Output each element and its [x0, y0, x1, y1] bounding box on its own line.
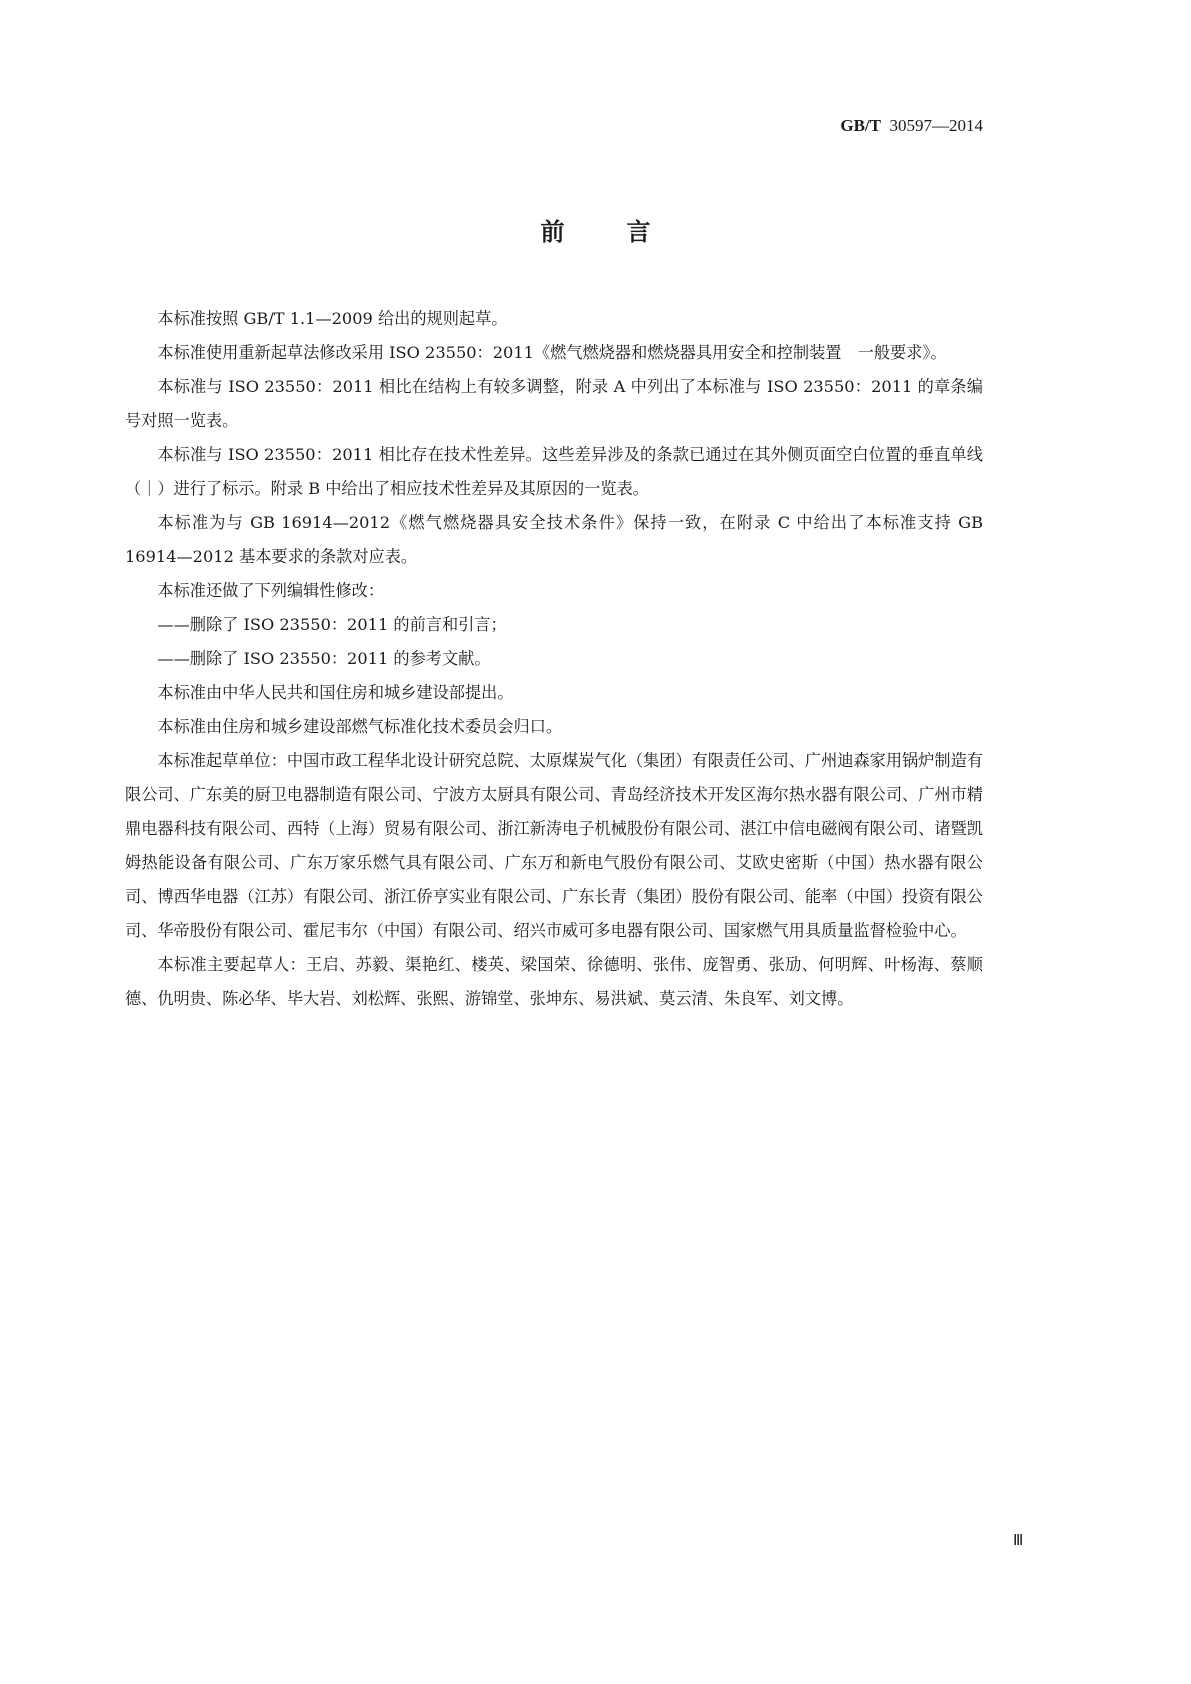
standard-prefix: GB/T: [840, 116, 881, 135]
page-title: 前言: [540, 218, 713, 246]
paragraph: 本标准与 ISO 23550：2011 相比在结构上有较多调整，附录 A 中列出了本标准与 ISO 23550：2011 的章条编号对照一览表。: [125, 377, 983, 430]
paragraph: 本标准按照 GB/T 1.1—2009 给出的规则起草。: [157, 309, 508, 328]
paragraph: 本标准与 ISO 23550：2011 相比存在技术性差异。这些差异涉及的条款已通过在其外侧页面空白位置的垂直单线（｜）进行了标示。附录 B 中给出了相应技术性差异及其原因的一览表。: [125, 445, 983, 498]
paragraph: 本标准还做了下列编辑性修改：: [157, 581, 385, 600]
standard-number: 30597—2014: [889, 116, 983, 135]
paragraph: 本标准由中华人民共和国住房和城乡建设部提出。: [157, 683, 514, 702]
list-item: ——删除了 ISO 23550：2011 的参考文献。: [157, 649, 491, 668]
paragraph: 本标准使用重新起草法修改采用 ISO 23550：2011《燃气燃烧器和燃烧器具用安全和控制装置 一般要求》。: [157, 343, 947, 362]
foreword-body: [125, 302, 983, 1016]
standard-code: [840, 116, 983, 136]
paragraph-drafters: 本标准主要起草人：王启、苏毅、渠艳红、楼英、梁国荣、徐德明、张伟、庞智勇、张劢、何明辉、叶杨海、蔡顺德、仇明贵、陈必华、毕大岩、刘松辉、张熙、游锦堂、张坤东、易洪斌、莫云清、朱良军、刘文博。: [125, 955, 983, 1008]
paragraph-drafting-units: 本标准起草单位：中国市政工程华北设计研究总院、太原煤炭气化（集团）有限责任公司、广州迪森家用锅炉制造有限公司、广东美的厨卫电器制造有限公司、宁波方太厨具有限公司、青岛经济技术开发区海尔热水器有限公司、广州市精鼎电器科技有限公司、西特（上海）贸易有限公司、浙江新涛电子机械股份有限公司、湛江中信电磁阀有限公司、诸暨凯姆热能设备有限公司、广东万家乐燃气具有限公司、广东万和新电气股份有限公司、艾欧史密斯（中国）热水器有限公司、博西华电器（江苏）有限公司、浙江侨亨实业有限公司、广东长青（集团）股份有限公司、能率（中国）投资有限公司、华帝股份有限公司、霍尼韦尔（中国）有限公司、绍兴市威可多电器有限公司、国家燃气用具质量监督检验中心。: [125, 751, 983, 940]
page-number: Ⅲ: [1013, 1533, 1024, 1549]
paragraph: 本标准为与 GB 16914—2012《燃气燃烧器具安全技术条件》保持一致，在附录 C 中给出了本标准支持 GB 16914—2012 基本要求的条款对应表。: [125, 513, 983, 566]
list-item: ——删除了 ISO 23550：2011 的前言和引言；: [157, 615, 507, 634]
paragraph: 本标准由住房和城乡建设部燃气标准化技术委员会归口。: [157, 717, 563, 736]
